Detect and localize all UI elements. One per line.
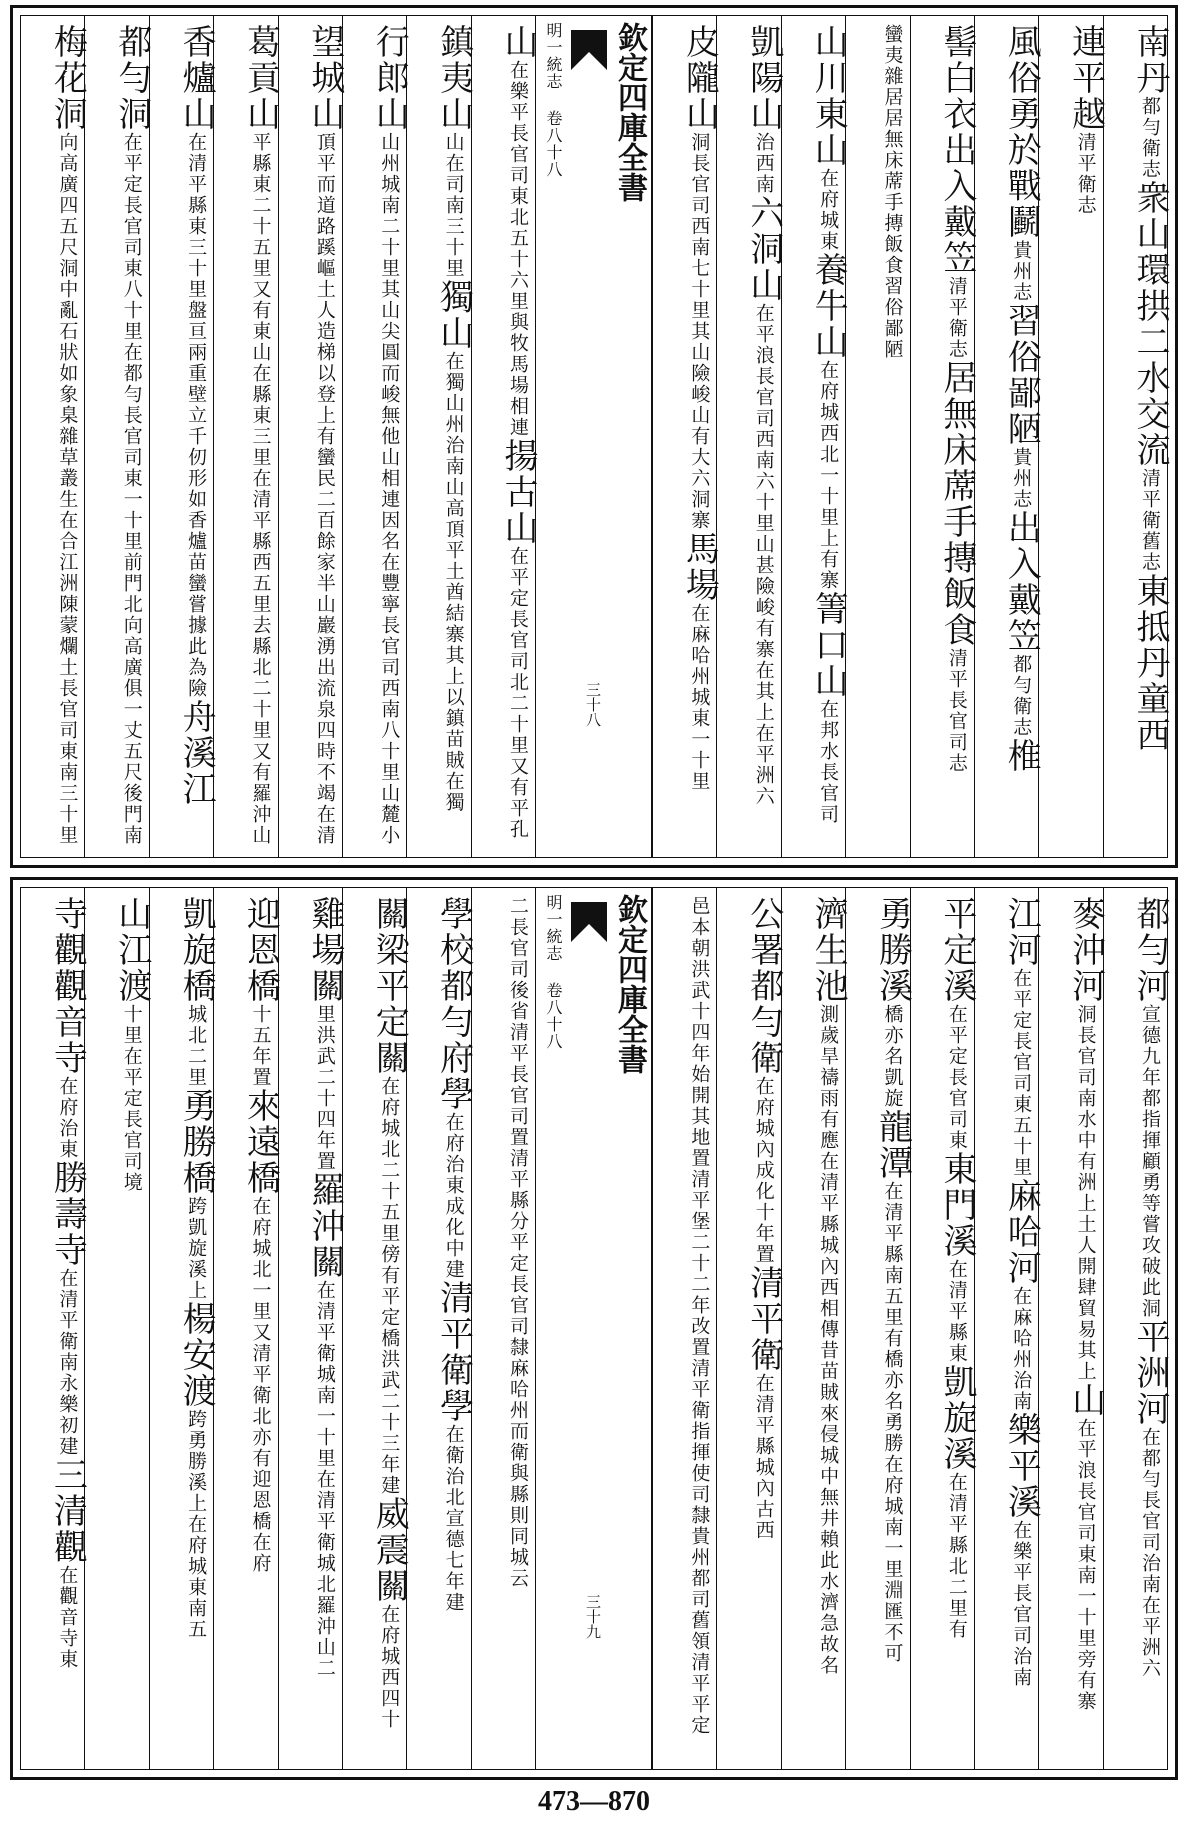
- main-text: 勇勝橋: [176, 1088, 217, 1196]
- annotation-text: 在都勻長官司治南: [1139, 1427, 1161, 1595]
- main-text: 椎: [1001, 738, 1042, 774]
- text-column: [652, 888, 716, 1769]
- main-text: 凱陽山: [743, 24, 784, 132]
- fish-tail-mark-icon: [571, 902, 607, 942]
- main-text: 風俗勇於戰鬬: [1001, 24, 1042, 240]
- annotation-text: 在平定長官司東: [945, 1004, 968, 1151]
- center-fold-margin: [535, 888, 652, 1769]
- main-text: 迎恩橋: [240, 896, 281, 1004]
- main-text: 獨山: [433, 279, 474, 351]
- main-text: 山江渡: [111, 896, 152, 1004]
- annotation-text: 在平洲六: [752, 723, 775, 807]
- annotation-text: 清平衛舊志: [1139, 468, 1161, 573]
- main-text: 鎮夷山: [433, 24, 474, 132]
- annotation-text: 在獨山州治南山高頂平土酋結寨其上以鎮苗賊: [442, 351, 465, 771]
- lower-page: [10, 877, 1178, 1780]
- upper-page: [10, 5, 1178, 868]
- annotation-text: 在平定長官司北二十里又有平孔: [507, 546, 529, 840]
- annotation-text: 橋亦名凱旋: [881, 1004, 904, 1109]
- annotation-text: 都勻衛志: [1010, 654, 1033, 738]
- annotation-text: 在清: [313, 804, 336, 846]
- annotation-text: 跨勇勝溪上: [185, 1409, 208, 1514]
- text-column: [845, 16, 909, 857]
- text-column: [21, 888, 88, 1769]
- annotation-text: 里洪武二十四年置: [313, 1004, 336, 1172]
- text-column: [84, 888, 152, 1769]
- text-column: [1103, 888, 1170, 1769]
- center-fold-margin: [535, 16, 652, 857]
- main-text: 平定溪: [936, 896, 977, 1004]
- annotation-text: 測歲旱禱雨有應: [817, 1004, 840, 1151]
- main-text: 楊安渡: [176, 1301, 217, 1409]
- main-text: 山: [498, 24, 538, 60]
- text-column: [652, 16, 720, 857]
- annotation-text: 十五年置: [249, 1004, 272, 1088]
- main-text: 舟溪江: [176, 699, 217, 807]
- main-text: 山: [1065, 1382, 1106, 1418]
- text-column: [1038, 888, 1106, 1769]
- annotation-text: 在豐寧長官司西南八十里山麓小: [378, 552, 401, 846]
- main-text: 勇勝溪: [872, 896, 913, 1004]
- annotation-text: 在清平縣北二里有: [945, 1472, 968, 1640]
- main-text: 學校都勻府學: [433, 896, 474, 1112]
- main-text: 連平越: [1065, 24, 1106, 132]
- text-column: [406, 16, 474, 857]
- annotation-text: 在平浪長官司東南一十里旁有寨: [1074, 1418, 1097, 1712]
- annotation-text: 在平洲六: [1139, 1595, 1161, 1679]
- main-text: 來遠橋: [240, 1088, 281, 1196]
- annotation-text: 跨凱旋溪上: [185, 1196, 208, 1301]
- text-column: [716, 888, 784, 1769]
- annotation-text: 平縣東二十五里又有東山在縣東三里: [249, 132, 272, 468]
- annotation-text: 在府治東: [56, 1076, 79, 1160]
- annotation-text: 在府治東成化中建: [442, 1112, 465, 1280]
- annotation-text: 在清平縣城內西相傳昔苗賊來侵城中無井賴此水濟急故名: [817, 1151, 840, 1676]
- main-text: 平洲河: [1130, 1319, 1170, 1427]
- main-text: 揚古山: [498, 438, 538, 546]
- main-text: 南丹: [1130, 24, 1170, 96]
- annotation-text: 在衛治北宣德七年建: [442, 1424, 465, 1613]
- main-text: 習俗鄙陋: [1001, 303, 1042, 447]
- main-text: 麥沖河: [1065, 896, 1106, 1004]
- annotation-text: 在觀音寺東: [56, 1565, 79, 1670]
- annotation-text: 在都勻長官司東一十里前門北向高廣俱一丈五尺後門南: [120, 342, 143, 846]
- annotation-text: 在清平縣東: [945, 1259, 968, 1364]
- main-text: 江河: [1001, 896, 1042, 968]
- upper-text-columns: [21, 16, 1170, 857]
- annotation-text: 宣德九年都指揮顧勇等嘗攻破此洞: [1139, 1004, 1161, 1319]
- annotation-text: 山州城南二十里其山尖圓而峻無他山相連因名: [378, 132, 401, 552]
- text-column: [149, 16, 217, 857]
- page-number: 473—870: [538, 1786, 650, 1817]
- main-text: 濟生池: [808, 896, 849, 1004]
- main-text: 清平衛學: [433, 1280, 474, 1424]
- volume-label: 明一統志 卷八十八: [544, 894, 563, 1050]
- text-column: [213, 888, 281, 1769]
- text-column: [342, 16, 410, 857]
- main-text: 清平衛: [743, 1265, 784, 1373]
- main-text: 養牛山: [808, 252, 849, 360]
- annotation-text: 貴州志: [1010, 447, 1033, 510]
- text-column: [471, 888, 535, 1769]
- annotation-text: 洞長官司南水中有洲上土人開肆貿易其上: [1074, 1004, 1097, 1382]
- main-text: 六洞山: [743, 195, 784, 303]
- main-text: 香爐山: [176, 24, 217, 132]
- annotation-text: 在平浪長官司西南六十里山甚險峻有寨在其上: [752, 303, 775, 723]
- annotation-text: 在府城北一里又清平衛北亦有迎恩橋: [249, 1196, 272, 1532]
- annotation-text: 在清平衛南永樂初建: [56, 1268, 79, 1457]
- annotation-text: 在府: [249, 1532, 272, 1574]
- text-column: [149, 888, 217, 1769]
- annotation-text: 在平定長官司東五十里: [1010, 968, 1033, 1178]
- annotation-text: 在樂平長官司治南: [1010, 1520, 1033, 1688]
- text-column: [278, 16, 345, 857]
- annotation-text: 清平衛志: [945, 276, 968, 360]
- main-text: 龍潭: [872, 1109, 913, 1181]
- main-text: 都勻洞: [111, 24, 152, 132]
- text-column: [845, 888, 913, 1769]
- main-text: 山川東山: [808, 24, 849, 168]
- annotation-text: 在府城南一里淵匯不可: [881, 1454, 904, 1664]
- main-text: 麻哈河: [1001, 1178, 1042, 1286]
- main-text: 凱旋橋: [176, 896, 217, 1004]
- annotation-text: 山在司南三十里: [442, 132, 465, 279]
- main-text: 望城山: [304, 24, 345, 132]
- annotation-text: 在合江洲陳蒙爛土長官司東南三十里: [56, 510, 79, 846]
- main-text: 凱旋溪: [936, 1364, 977, 1472]
- annotation-text: 在清平縣城內古西: [752, 1373, 775, 1541]
- text-column: [781, 888, 849, 1769]
- annotation-text: 在清平衛城南一十里: [313, 1280, 336, 1469]
- main-text: 衆山環拱二水交流: [1130, 180, 1170, 468]
- main-text: 髻白衣出入戴笠: [936, 24, 977, 276]
- main-text: 東抵丹童西: [1130, 573, 1170, 753]
- text-column: [974, 888, 1042, 1769]
- annotation-text: 在邦水長官司: [817, 699, 840, 825]
- text-column: [716, 16, 784, 857]
- text-column: [974, 16, 1042, 857]
- annotation-text: 在府城北二十五里傍有平定橋洪武二十三年建: [378, 1076, 401, 1496]
- annotation-text: 清平衛志: [1074, 132, 1097, 216]
- main-text: 出入戴笠: [1001, 510, 1042, 654]
- book-title: 欽定四庫全書: [612, 22, 647, 202]
- main-text: 東門溪: [936, 1151, 977, 1259]
- fish-tail-mark-icon: [571, 30, 607, 70]
- upper-page-frame: [20, 15, 1168, 858]
- annotation-text: 邑本朝洪武十四年始開其地置清平堡二十二年改置清平衛指揮使司隸貴州都司舊領清平平定: [688, 896, 711, 1736]
- annotation-text: 清平長官司志: [945, 648, 968, 774]
- annotation-text: 在平定長官司境: [120, 1046, 143, 1193]
- annotation-text: 在麻哈州治南: [1010, 1286, 1033, 1412]
- annotation-text: 在府城西北一十里上有寨: [817, 360, 840, 591]
- main-text: 寺觀觀音寺: [47, 896, 88, 1076]
- annotation-text: 在府城西四十: [378, 1604, 401, 1730]
- folio-number: 三十九: [584, 1594, 602, 1639]
- annotation-text: 在平定長官司東八十里: [120, 132, 143, 342]
- main-text: 居無床蓆手摶飯食: [936, 360, 977, 648]
- text-column: [471, 16, 538, 857]
- annotation-text: 在獨: [442, 771, 465, 813]
- text-column: [406, 888, 474, 1769]
- folio-number: 三十八: [584, 682, 602, 727]
- annotation-text: 向高廣四五尺洞中亂石狀如象臬雜草叢生: [56, 132, 79, 510]
- annotation-text: 在府城內成化十年置: [752, 1076, 775, 1265]
- main-text: 馬場: [679, 531, 720, 603]
- main-text: 羅沖關: [304, 1172, 345, 1280]
- text-column: [910, 888, 977, 1769]
- annotation-text: 在樂平長官司東北五十六里與牧馬場相連: [507, 60, 529, 438]
- text-column: [1038, 16, 1106, 857]
- text-column: [278, 888, 345, 1769]
- annotation-text: 蠻夷雜居居無床蓆手摶飯食習俗鄙陋: [881, 24, 904, 360]
- annotation-text: 頂平而道路蹊嶇土人造梯以登上有蠻民二百餘家半山巖湧出流泉四時不竭: [313, 132, 336, 804]
- annotation-text: 在麻哈州城東一十里: [688, 603, 711, 792]
- text-column: [342, 888, 410, 1769]
- text-column: [1103, 16, 1170, 857]
- text-column: [781, 16, 849, 857]
- text-column: [21, 16, 88, 857]
- lower-page-frame: [20, 887, 1168, 1770]
- text-column: [910, 16, 977, 857]
- main-text: 箐口山: [808, 591, 849, 699]
- annotation-text: 在府城東: [817, 168, 840, 252]
- main-text: 勝壽寺: [47, 1160, 88, 1268]
- main-text: 雞場關: [304, 896, 345, 1004]
- main-text: 梅花洞: [47, 24, 88, 132]
- annotation-text: 二長官司後省清平長官司置清平縣分平定長官司隸麻哈州而衛與縣則同城云: [507, 896, 529, 1589]
- main-text: 都勻河: [1130, 896, 1170, 1004]
- annotation-text: 在清平縣南五里有橋亦名勇勝: [881, 1181, 904, 1454]
- annotation-text: 都勻衛志: [1139, 96, 1161, 180]
- main-text: 行郎山: [369, 24, 410, 132]
- annotation-text: 在清平縣西五里去縣北二十里又有羅沖山: [249, 468, 272, 846]
- main-text: 公署都勻衛: [743, 896, 784, 1076]
- annotation-text: 洞長官司西南七十里其山險峻山有大六洞寨: [688, 132, 711, 531]
- text-column: [84, 16, 152, 857]
- annotation-text: 在清平衛城北羅沖山二: [313, 1469, 336, 1679]
- main-text: 關梁平定關: [369, 896, 410, 1076]
- main-text: 三清觀: [47, 1457, 88, 1565]
- main-text: 樂平溪: [1001, 1412, 1042, 1520]
- lower-text-columns: [21, 888, 1170, 1769]
- annotation-text: 治西南: [752, 132, 775, 195]
- main-text: 葛貢山: [240, 24, 281, 132]
- volume-label: 明一統志 卷八十八: [544, 22, 563, 178]
- annotation-text: 城北二里: [185, 1004, 208, 1088]
- main-text: 皮隴山: [679, 24, 720, 132]
- text-column: [213, 16, 281, 857]
- main-text: 威震關: [369, 1496, 410, 1604]
- annotation-text: 貴州志: [1010, 240, 1033, 303]
- annotation-text: 在清平縣東三十里盤亘兩重壁立千仞形如香爐苗蠻嘗據此為險: [185, 132, 208, 699]
- book-title: 欽定四庫全書: [612, 894, 647, 1074]
- annotation-text: 在府城東南五: [185, 1514, 208, 1640]
- annotation-text: 十里: [120, 1004, 143, 1046]
